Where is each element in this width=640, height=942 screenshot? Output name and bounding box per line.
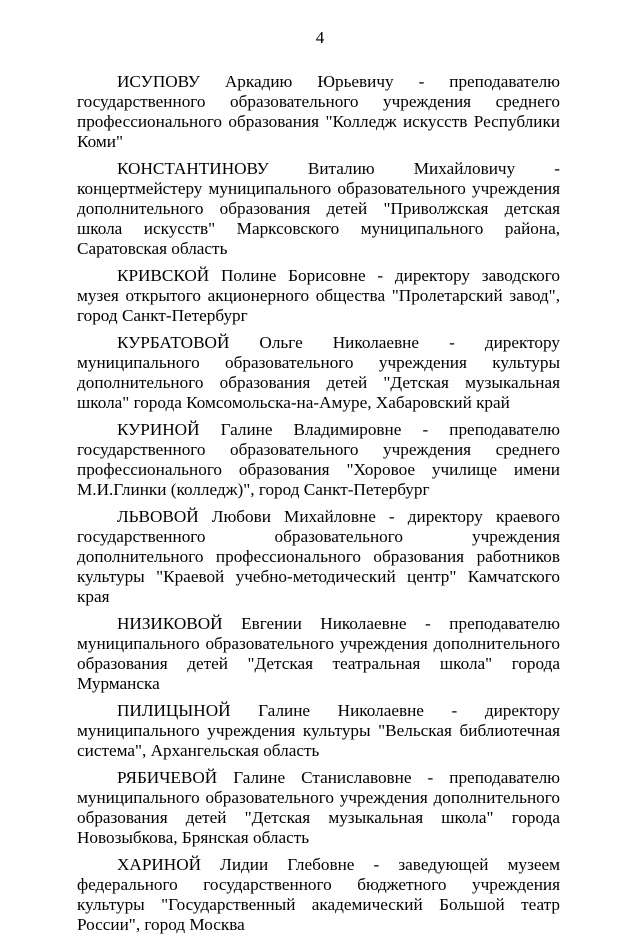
award-entry-pilitsyna: ПИЛИЦЫНОЙ Галине Николаевне - директору муниципального учреждения культуры "Вельская библиотечная система", Архангельская область — [77, 701, 560, 760]
page-number: 4 — [315, 28, 325, 47]
award-entry-isupov: ИСУПОВУ Аркадию Юрьевичу - преподавателю государственного образовательного учреждения среднего профессионального образования "Колледж искусств Республики Коми" — [77, 72, 560, 151]
award-entry-krivskaya: КРИВСКОЙ Полине Борисовне - директору заводского музея открытого акционерного общества "Пролетарский завод", город Санкт-Петербург — [77, 266, 560, 325]
award-entry-konstantinov: КОНСТАНТИНОВУ Виталию Михайловичу - концертмейстеру муниципального образовательного учреждения дополнительного образования детей "Приволжская детская школа искусств" Марксовского муниципального района, Саратовская область — [77, 159, 560, 258]
award-entry-kurina: КУРИНОЙ Галине Владимировне - преподавателю государственного образовательного учреждения среднего профессионального образования "Хоровое училище имени М.И.Глинки (колледж)", город Санкт-Петербург — [77, 420, 560, 499]
award-entry-kurbatova: КУРБАТОВОЙ Ольге Николаевне - директору муниципального образовательного учреждения культуры дополнительного образования детей "Детская музыкальная школа" города Комсомольска-на-Амуре, Хабаровский край — [77, 333, 560, 412]
award-entry-ryabicheva: РЯБИЧЕВОЙ Галине Станиславовне - преподавателю муниципального образовательного учреждения дополнительного образования детей "Детская музыкальная школа" города Новозыбкова, Брянская область — [77, 768, 560, 847]
award-entry-nizikova: НИЗИКОВОЙ Евгении Николаевне - преподавателю муниципального образовательного учреждения дополнительного образования детей "Детская театральная школа" города Мурманска — [77, 614, 560, 693]
award-list — [77, 72, 560, 942]
award-entry-lvova: ЛЬВОВОЙ Любови Михайловне - директору краевого государственного образовательного учреждения дополнительного профессионального образования работников культуры "Краевой учебно-методический центр" Камчатского края — [77, 507, 560, 606]
award-entry-harina: ХАРИНОЙ Лидии Глебовне - заведующей музеем федерального государственного бюджетного учреждения культуры "Государственный академический Большой театр России", город Москва — [77, 855, 560, 934]
